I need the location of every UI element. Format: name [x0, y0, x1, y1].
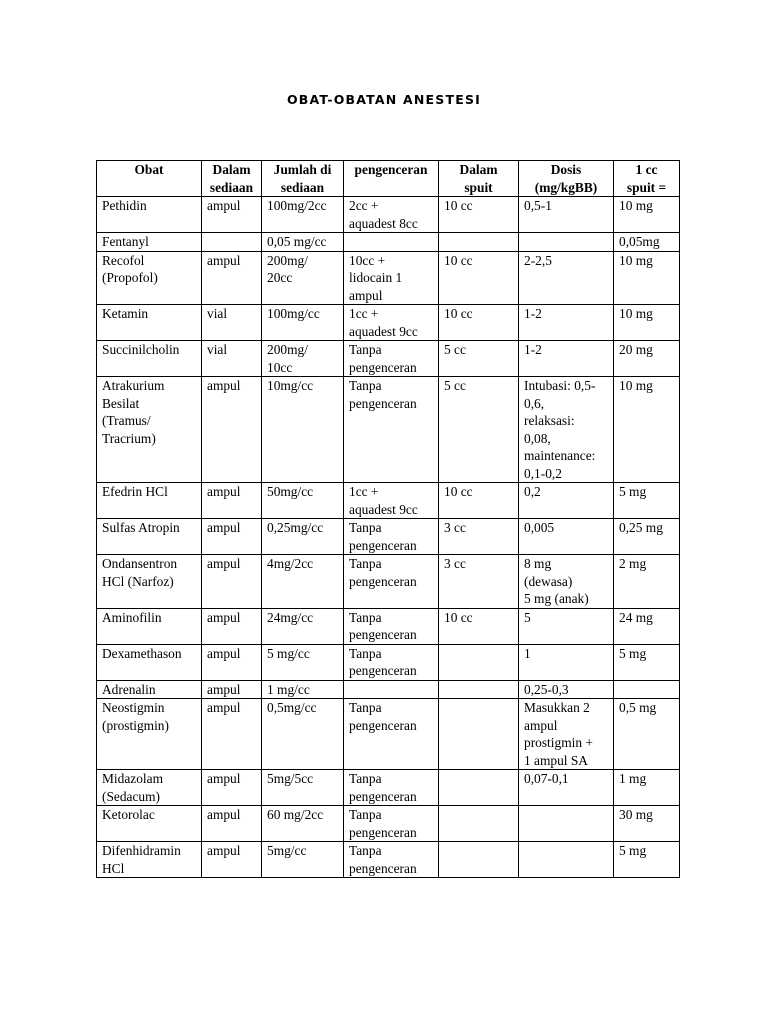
cell-dosis: [519, 644, 614, 680]
cell-1cc-spuit: [614, 233, 680, 252]
cell-text: 1cc + aquadest 9cc: [349, 306, 418, 339]
cell-text: Tanpa pengenceran: [349, 342, 417, 375]
cell-1cc-spuit: [614, 519, 680, 555]
cell-text: ampul: [207, 252, 241, 268]
cell-dalam-spuit: [439, 251, 519, 305]
cell-text: 10mg/cc: [267, 378, 314, 393]
cell-dalam-sediaan: [202, 806, 262, 842]
header-dalam-spuit: Dalam spuit: [439, 161, 519, 197]
cell-text: ampul: [207, 771, 241, 786]
cell-1cc-spuit: [614, 377, 680, 483]
cell-1cc-spuit: [614, 251, 680, 305]
cell-text: 0,005: [524, 520, 555, 535]
cell-pengenceran: [344, 305, 439, 341]
cell-text: 10 cc: [444, 198, 473, 213]
cell-pengenceran: [344, 770, 439, 806]
table-row: [97, 233, 680, 252]
cell-text: Tanpa pengenceran: [349, 700, 417, 733]
drug-table: [96, 160, 680, 878]
table-row: [97, 519, 680, 555]
cell-obat: [97, 555, 202, 609]
cell-text: 5 mg: [619, 645, 647, 661]
cell-jumlah-di-sediaan: [262, 519, 344, 555]
header-jumlah-di-sediaan: Jumlah di sediaan: [262, 161, 344, 197]
table-row: [97, 251, 680, 305]
cell-obat: [97, 483, 202, 519]
cell-jumlah-di-sediaan: [262, 305, 344, 341]
table-row: [97, 197, 680, 233]
cell-obat: [97, 842, 202, 878]
cell-text: 3 cc: [444, 556, 466, 571]
cell-text: Tanpa pengenceran: [349, 556, 417, 589]
cell-dalam-sediaan: [202, 197, 262, 233]
cell-text: 24 mg: [619, 609, 653, 625]
cell-text: 0,05mg: [619, 234, 660, 249]
cell-text: Ondansentron HCl (Narfoz): [102, 556, 178, 589]
cell-dalam-spuit: [439, 483, 519, 519]
cell-text: 5mg/cc: [267, 843, 307, 858]
cell-pengenceran: [344, 680, 439, 699]
cell-dalam-spuit: [439, 699, 519, 770]
cell-1cc-spuit: [614, 806, 680, 842]
cell-text: Ketorolac: [102, 807, 155, 822]
table-row: [97, 842, 680, 878]
cell-dosis: [519, 519, 614, 555]
cell-dosis: [519, 680, 614, 699]
table-row: [97, 770, 680, 806]
cell-text: ampul: [207, 681, 241, 697]
cell-jumlah-di-sediaan: [262, 197, 344, 233]
cell-obat: [97, 699, 202, 770]
cell-dalam-spuit: [439, 305, 519, 341]
cell-dalam-sediaan: [202, 233, 262, 252]
cell-pengenceran: [344, 483, 439, 519]
cell-text: Sulfas Atropin: [102, 520, 180, 535]
cell-jumlah-di-sediaan: [262, 842, 344, 878]
cell-jumlah-di-sediaan: [262, 770, 344, 806]
cell-text: 0,5 mg: [619, 700, 657, 715]
cell-text: 0,5mg/cc: [267, 700, 317, 715]
cell-obat: [97, 519, 202, 555]
cell-text: ampul: [207, 378, 241, 393]
cell-pengenceran: [344, 842, 439, 878]
cell-text: 5 cc: [444, 378, 466, 393]
cell-text: 60 mg/2cc: [267, 807, 324, 822]
cell-text: Fentanyl: [102, 234, 149, 249]
cell-text: Recofol (Propofol): [102, 252, 158, 285]
cell-jumlah-di-sediaan: [262, 233, 344, 252]
cell-dalam-sediaan: [202, 483, 262, 519]
header-dosis: Dosis (mg/kgBB): [519, 161, 614, 197]
cell-pengenceran: [344, 377, 439, 483]
header-obat: Obat: [97, 161, 202, 197]
cell-pengenceran: [344, 251, 439, 305]
cell-dalam-sediaan: [202, 680, 262, 699]
table-row: [97, 483, 680, 519]
cell-dalam-sediaan: [202, 519, 262, 555]
cell-text: 100mg/2cc: [267, 198, 327, 213]
cell-text: 10 cc: [444, 609, 473, 625]
cell-text: 100mg/cc: [267, 306, 320, 321]
cell-obat: [97, 251, 202, 305]
cell-obat: [97, 806, 202, 842]
cell-dalam-spuit: [439, 519, 519, 555]
cell-1cc-spuit: [614, 341, 680, 377]
cell-text: Tanpa pengenceran: [349, 771, 417, 804]
cell-text: Atrakurium Besilat (Tramus/ Tracrium): [102, 378, 165, 446]
cell-dalam-spuit: [439, 770, 519, 806]
cell-pengenceran: [344, 519, 439, 555]
cell-pengenceran: [344, 341, 439, 377]
cell-text: 8 mg (dewasa) 5 mg (anak): [524, 556, 589, 606]
cell-text: 0,2: [524, 484, 541, 499]
cell-text: 5: [524, 609, 531, 625]
cell-text: Tanpa pengenceran: [349, 609, 417, 642]
cell-text: 200mg/ 20cc: [267, 252, 308, 285]
cell-obat: [97, 377, 202, 483]
cell-text: 0,25-0,3: [524, 681, 569, 697]
cell-text: 10cc + lidocain 1 ampul: [349, 252, 403, 303]
cell-1cc-spuit: [614, 680, 680, 699]
cell-text: Succinilcholin: [102, 342, 180, 357]
cell-dosis: [519, 305, 614, 341]
cell-text: ampul: [207, 700, 241, 715]
cell-dosis: [519, 806, 614, 842]
cell-jumlah-di-sediaan: [262, 806, 344, 842]
cell-dalam-sediaan: [202, 305, 262, 341]
cell-text: Tanpa pengenceran: [349, 843, 417, 876]
cell-jumlah-di-sediaan: [262, 341, 344, 377]
cell-text: 5 mg: [619, 843, 647, 858]
header-1cc-spuit: 1 cc spuit =: [614, 161, 680, 197]
cell-dalam-spuit: [439, 644, 519, 680]
cell-1cc-spuit: [614, 699, 680, 770]
cell-jumlah-di-sediaan: [262, 680, 344, 699]
cell-dalam-sediaan: [202, 644, 262, 680]
cell-text: Tanpa pengenceran: [349, 807, 417, 840]
cell-dalam-sediaan: [202, 341, 262, 377]
cell-dalam-sediaan: [202, 377, 262, 483]
cell-dalam-sediaan: [202, 770, 262, 806]
cell-text: Aminofilin: [102, 609, 162, 625]
cell-obat: [97, 305, 202, 341]
cell-text: vial: [207, 342, 228, 357]
cell-text: 10 mg: [619, 306, 653, 321]
cell-text: 200mg/ 10cc: [267, 342, 308, 375]
cell-obat: [97, 197, 202, 233]
cell-dosis: [519, 608, 614, 644]
cell-1cc-spuit: [614, 197, 680, 233]
cell-1cc-spuit: [614, 555, 680, 609]
cell-jumlah-di-sediaan: [262, 555, 344, 609]
cell-dosis: [519, 770, 614, 806]
cell-1cc-spuit: [614, 305, 680, 341]
cell-dalam-sediaan: [202, 842, 262, 878]
table-row: [97, 680, 680, 699]
cell-dalam-sediaan: [202, 555, 262, 609]
cell-text: 10 mg: [619, 198, 653, 213]
cell-dalam-spuit: [439, 806, 519, 842]
cell-pengenceran: [344, 233, 439, 252]
cell-dalam-spuit: [439, 608, 519, 644]
cell-text: 10 cc: [444, 306, 473, 321]
cell-text: 50mg/cc: [267, 484, 314, 499]
cell-text: 0,5-1: [524, 198, 552, 213]
cell-dalam-spuit: [439, 341, 519, 377]
cell-text: Neostigmin (prostigmin): [102, 700, 169, 733]
cell-text: 3 cc: [444, 520, 466, 535]
cell-dalam-spuit: [439, 233, 519, 252]
cell-text: ampul: [207, 556, 241, 571]
cell-text: Tanpa pengenceran: [349, 520, 417, 553]
cell-text: 5mg/5cc: [267, 771, 314, 786]
cell-text: 0,25 mg: [619, 520, 663, 535]
cell-text: Adrenalin: [102, 681, 156, 697]
cell-text: 24mg/cc: [267, 609, 314, 625]
cell-text: 30 mg: [619, 807, 653, 822]
table-row: [97, 305, 680, 341]
cell-pengenceran: [344, 644, 439, 680]
cell-text: 2-2,5: [524, 252, 552, 268]
cell-text: Tanpa pengenceran: [349, 378, 417, 411]
cell-text: 10 cc: [444, 484, 473, 499]
cell-dalam-spuit: [439, 377, 519, 483]
cell-text: 1-2: [524, 342, 542, 357]
cell-text: 10 mg: [619, 378, 653, 393]
cell-obat: [97, 608, 202, 644]
cell-dosis: [519, 842, 614, 878]
cell-jumlah-di-sediaan: [262, 608, 344, 644]
cell-dalam-spuit: [439, 842, 519, 878]
cell-dosis: [519, 233, 614, 252]
cell-1cc-spuit: [614, 483, 680, 519]
cell-text: 1-2: [524, 306, 542, 321]
cell-text: ampul: [207, 520, 241, 535]
cell-pengenceran: [344, 197, 439, 233]
cell-text: 1 mg: [619, 771, 647, 786]
cell-text: 0,05 mg/cc: [267, 234, 327, 249]
cell-dosis: [519, 197, 614, 233]
cell-pengenceran: [344, 555, 439, 609]
cell-text: 10 cc: [444, 252, 473, 268]
cell-text: ampul: [207, 645, 241, 661]
cell-obat: [97, 341, 202, 377]
header-pengenceran: pengenceran: [344, 161, 439, 197]
cell-jumlah-di-sediaan: [262, 644, 344, 680]
cell-1cc-spuit: [614, 842, 680, 878]
cell-text: ampul: [207, 198, 241, 213]
cell-jumlah-di-sediaan: [262, 251, 344, 305]
cell-dalam-spuit: [439, 555, 519, 609]
cell-dosis: [519, 341, 614, 377]
header-dalam-sediaan: Dalam sediaan: [202, 161, 262, 197]
cell-text: Efedrin HCl: [102, 484, 168, 499]
cell-text: Dexamethason: [102, 645, 182, 661]
cell-jumlah-di-sediaan: [262, 377, 344, 483]
cell-obat: [97, 770, 202, 806]
table-body: [97, 197, 680, 878]
cell-text: Tanpa pengenceran: [349, 645, 417, 678]
cell-dosis: [519, 555, 614, 609]
cell-text: Midazolam (Sedacum): [102, 771, 163, 804]
cell-obat: [97, 644, 202, 680]
cell-dalam-sediaan: [202, 699, 262, 770]
table-row: [97, 699, 680, 770]
table-row: [97, 555, 680, 609]
cell-dalam-sediaan: [202, 608, 262, 644]
cell-text: 4mg/2cc: [267, 556, 314, 571]
cell-dosis: [519, 483, 614, 519]
cell-pengenceran: [344, 699, 439, 770]
table-row: [97, 806, 680, 842]
cell-text: 5 mg: [619, 484, 647, 499]
cell-dalam-spuit: [439, 197, 519, 233]
cell-text: ampul: [207, 843, 241, 858]
cell-text: Intubasi: 0,5- 0,6, relaksasi: 0,08, maintenance: 0,1-0,2: [524, 378, 596, 481]
cell-text: 10 mg: [619, 252, 653, 268]
cell-obat: [97, 233, 202, 252]
cell-text: Difenhidramin HCl: [102, 843, 181, 876]
cell-text: Pethidin: [102, 198, 147, 213]
cell-dosis: [519, 377, 614, 483]
cell-text: ampul: [207, 609, 241, 625]
cell-pengenceran: [344, 806, 439, 842]
cell-text: 2cc + aquadest 8cc: [349, 198, 418, 231]
cell-text: 20 mg: [619, 342, 653, 357]
cell-pengenceran: [344, 608, 439, 644]
cell-text: ampul: [207, 807, 241, 822]
cell-1cc-spuit: [614, 644, 680, 680]
cell-dosis: [519, 699, 614, 770]
cell-jumlah-di-sediaan: [262, 699, 344, 770]
cell-text: 2 mg: [619, 556, 647, 571]
cell-text: 1cc + aquadest 9cc: [349, 484, 418, 517]
table-header-row: [97, 161, 680, 197]
cell-text: 5 cc: [444, 342, 466, 357]
cell-text: 5 mg/cc: [267, 645, 310, 661]
cell-text: 1: [524, 645, 531, 661]
cell-text: vial: [207, 306, 228, 321]
table-row: [97, 644, 680, 680]
cell-jumlah-di-sediaan: [262, 483, 344, 519]
cell-text: 0,07-0,1: [524, 771, 569, 786]
cell-text: Ketamin: [102, 306, 149, 321]
table-row: [97, 341, 680, 377]
page-title: OBAT-OBATAN ANESTESI: [286, 92, 482, 107]
cell-text: 0,25mg/cc: [267, 520, 324, 535]
cell-text: ampul: [207, 484, 241, 499]
cell-text: 1 mg/cc: [267, 681, 310, 697]
cell-1cc-spuit: [614, 608, 680, 644]
cell-dalam-spuit: [439, 680, 519, 699]
cell-1cc-spuit: [614, 770, 680, 806]
cell-obat: [97, 680, 202, 699]
table-row: [97, 377, 680, 483]
cell-dosis: [519, 251, 614, 305]
cell-text: Masukkan 2 ampul prostigmin + 1 ampul SA: [524, 700, 593, 768]
cell-dalam-sediaan: [202, 251, 262, 305]
table-row: [97, 608, 680, 644]
